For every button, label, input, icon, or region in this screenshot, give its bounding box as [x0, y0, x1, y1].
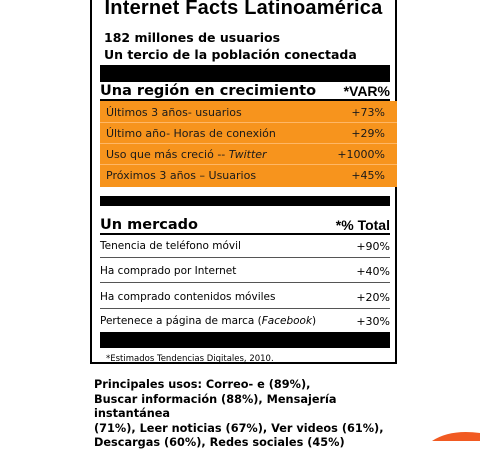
growth-column-label: *VAR%	[343, 83, 390, 99]
uses-line: Principales usos: Correo- e (89%),	[94, 378, 311, 391]
market-row	[100, 310, 390, 333]
market-row-value: +20%	[356, 290, 390, 304]
market-row	[100, 260, 390, 283]
growth-row-value: +73%	[351, 105, 385, 119]
growth-row-label: Uso que más creció -- Twitter	[106, 147, 267, 161]
growth-row-label: Últimos 3 años- usuarios	[106, 105, 242, 119]
growth-row-value: +1000%	[337, 147, 385, 161]
stat-population: Un tercio de la población conectada	[104, 47, 357, 62]
market-section-header	[100, 217, 390, 233]
panel-title: Internet Facts Latinoamérica	[104, 0, 383, 19]
growth-row-value: +29%	[351, 126, 385, 140]
market-row-value: +40%	[356, 264, 390, 278]
market-row-value: +30%	[356, 314, 390, 328]
black-divider-bar	[100, 332, 390, 348]
source-footnote: *Estimados Tendencias Digitales, 2010.	[106, 354, 274, 364]
growth-row-label: Próximos 3 años – Usuarios	[106, 169, 257, 182]
principal-uses-text	[94, 378, 394, 451]
black-divider-bar	[100, 196, 390, 206]
growth-row-value: +45%	[351, 169, 385, 182]
market-row-label: Ha comprado por Internet	[100, 265, 237, 277]
growth-heading: Una región en crecimiento	[100, 83, 317, 99]
uses-line: (71%), Leer noticias (67%), Ver videos (61%),	[94, 421, 384, 435]
black-divider-bar	[100, 65, 390, 82]
growth-row	[100, 102, 397, 123]
market-row-label: Pertenece a página de marca (Facebook)	[100, 315, 317, 327]
orange-swoosh-graphic	[430, 427, 480, 441]
internet-facts-panel	[90, 0, 397, 364]
uses-line: Buscar información (88%), Mensajería instantánea	[94, 392, 337, 421]
market-row-value: +90%	[356, 239, 390, 253]
market-column-label: *% Total	[335, 217, 390, 233]
growth-section-header	[100, 83, 390, 99]
growth-row-label: Último año- Horas de conexión	[106, 126, 276, 140]
market-row	[100, 286, 390, 309]
uses-line: Descargas (60%), Redes sociales (45%)	[94, 436, 345, 450]
market-heading: Un mercado	[100, 217, 198, 233]
market-row-label: Ha comprado contenidos móviles	[100, 291, 276, 303]
market-row	[100, 235, 390, 258]
growth-row	[100, 123, 397, 144]
growth-row	[100, 165, 397, 186]
growth-row	[100, 144, 397, 165]
market-row-label: Tenencia de teléfono móvil	[100, 240, 241, 252]
stat-users: 182 millones de usuarios	[104, 30, 281, 45]
